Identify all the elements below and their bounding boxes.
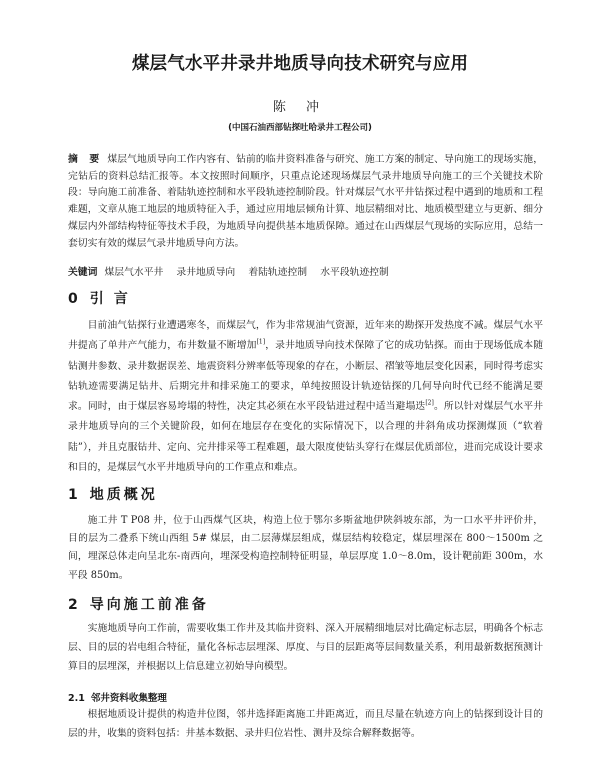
paragraph-preparation xyxy=(68,620,543,676)
keyword: 录井地质导向 xyxy=(176,267,236,278)
section-title: 导向施工前准备 xyxy=(89,597,209,613)
section-title: 引言 xyxy=(89,291,138,307)
text-run: 。所以针对煤层气水平井录井地质导向的三个关键阶段，如何在地层存在变化的实际情况下，以合理的井斜角成功探测煤顶（“软着陆”），并且克服钻井、定向、完井排采等工程难题，最大限度使钻头穿行在煤层优质部位，进而完成设计要求和目的，是煤层气水平井地质导向的工作重点和难点。 xyxy=(68,401,544,474)
subsection-number: 2.1 xyxy=(68,693,85,704)
text-run: 根据地质设计提供的构造井位图，邻井选择距离施工井距离近，而且尽量在轨迹方向上的钻探到设计目的层的井，收集的资料包括：井基本数据、录井归位岩性、测井及综合解释数据等。 xyxy=(68,709,543,739)
section-number: 1 xyxy=(68,487,78,503)
author-name: 陈 冲 xyxy=(272,100,328,115)
author-affiliation: (中国石油西部钻探吐哈录井工程公司) xyxy=(228,123,372,133)
keywords xyxy=(68,266,543,280)
keyword: 着陆轨迹控制 xyxy=(248,267,308,278)
section-title: 地质概况 xyxy=(89,487,158,503)
text-run: 目前油气钻探行业遭遇寒冬，而煤层气，作为非常规油气资源，近年来的勘探开发热度不减。煤层气水平井提高了单井产气能力，布井数量不断增加 xyxy=(68,320,543,352)
abstract-text: 煤层气地质导向工作内容有、钻前的临井资料准备与研究、施工方案的制定、导向施工的现场实施，完钻后的资料总结汇报等。本文按照时间顺序，只重点论述现场煤层气录井地质导向施工的三个关键技术阶段：导向施工前准备、着陆轨迹控制和水平段轨迹控制阶段。针对煤层气水平井钻探过程中遇到的地质和工程难题，文章从施工地层的地质特征入手，通过应用地层倾角计算、地层精细对比、地质模型建立与更新、细分煤层内外部结构特征等技术手段，为地质导向提供基本地质保障。通过在山西煤层气现场的实际应用，总结一套切实有效的煤层气录井地质导向方法。 xyxy=(68,154,543,249)
keywords-label: 关键词 xyxy=(68,267,98,278)
paper-title: 煤层气水平井录井地质导向技术研究与应用 xyxy=(131,54,469,74)
section-number: 2 xyxy=(68,597,78,613)
text-run: ，录井地质导向技术保障了它的成功钻探。而由于现场低成本随钻测井参数、录井数据误差、地震资料分辨率低等现象的存在，小断层、褶皱等地层变化因素，同时得考虑实钻轨迹需要满足钻井、后期完井和排采施工的要求，单纯按照设计轨迹钻探的几何导向时代已经不能满足要求。同时，由于煤层容易垮塌的特性，决定其必须在水平段钻进过程中适当避塌迭 xyxy=(68,340,544,413)
paragraph-introduction xyxy=(68,316,543,478)
subsection-title: 邻井资料收集整理 xyxy=(90,693,167,704)
keyword: 煤层气水平井 xyxy=(104,267,164,278)
abstract-label: 摘 要 xyxy=(68,154,104,165)
section-heading-geology xyxy=(68,484,158,504)
paragraph-geology xyxy=(68,512,543,585)
section-heading-preparation xyxy=(68,594,209,614)
subsection-heading-offset-wells xyxy=(68,690,167,704)
citation-ref: [1] xyxy=(256,339,266,347)
section-heading-introduction xyxy=(68,288,138,308)
text-run: 施工井 T P08 井，位于山西煤气区块，构造上位于鄂尔多斯盆地伊陕斜坡东部，为一口水平井评价井，目的层为二叠系下统山西组 5# 煤层，由二层薄煤层组成，煤层结构较稳定，煤层埋深在 800～1500m 之间，埋深总体走向呈北东-南西向，埋深受构造控制特征明显，单层厚度 1.0～8.0m，设计靶前距 300m，水平段 850m。 xyxy=(68,515,543,581)
paragraph-offset-wells xyxy=(68,706,543,744)
section-number: 0 xyxy=(68,291,78,307)
keyword: 水平段轨迹控制 xyxy=(320,267,389,278)
citation-ref: [2] xyxy=(425,399,434,407)
text-run: 实施地质导向工作前，需要收集工作井及其临井资料、深入开展精细地层对比确定标志层，明确各个标志层、目的层的岩电组合特征，量化各标志层埋深、厚度、与目的层距离等层间数量关系，利用最新数据预测计算目的层埋深，并根据以上信息建立初始导向模型。 xyxy=(68,623,543,672)
abstract xyxy=(68,152,543,252)
